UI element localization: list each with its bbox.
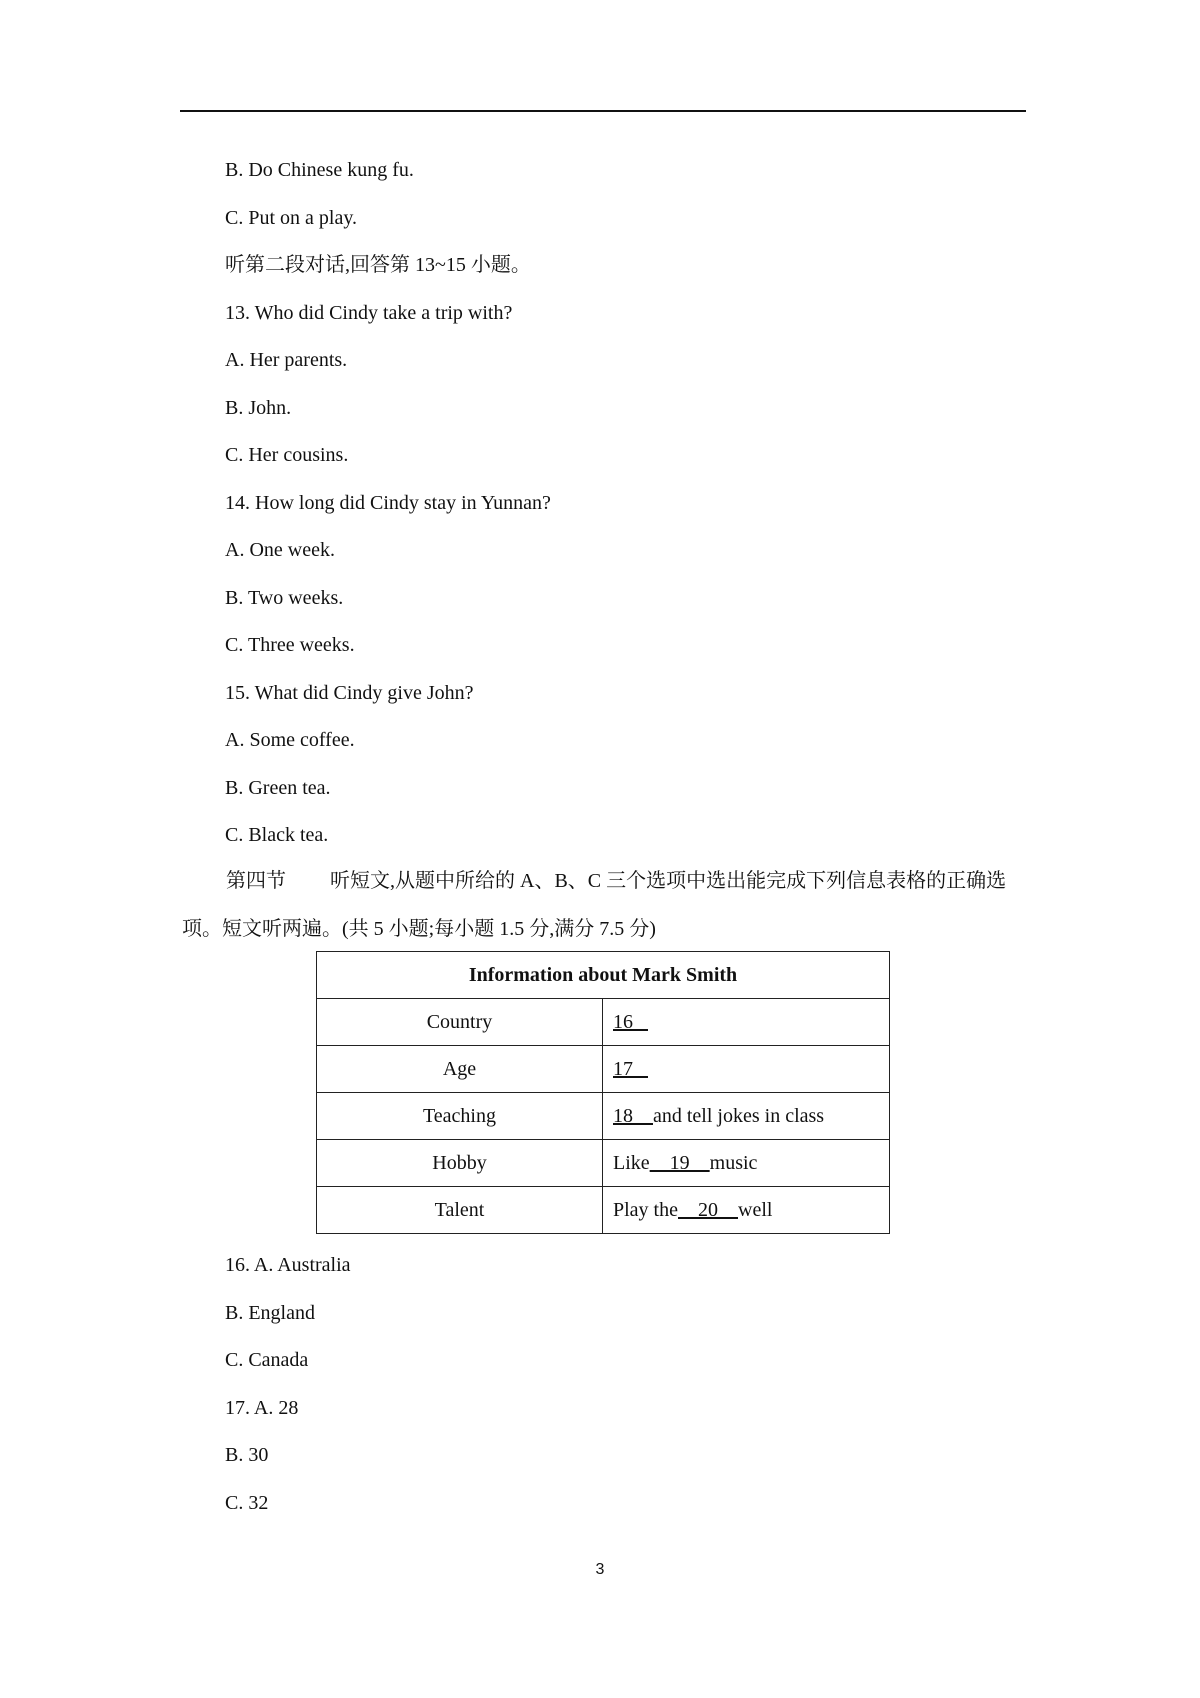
table-row: [317, 999, 890, 1046]
section-4-heading: 第四节: [226, 870, 286, 892]
option-17c: C. 32: [225, 1492, 269, 1514]
table-row: [317, 1093, 890, 1140]
page-number: 3: [595, 1561, 605, 1578]
row-label-country: Country: [317, 999, 603, 1046]
option-12c: C. Put on a play.: [225, 207, 358, 229]
blank-18: 18: [613, 1104, 653, 1127]
option-14c: C. Three weeks.: [225, 634, 355, 656]
header-rule: [180, 110, 1026, 112]
option-16a: 16. A. Australia: [225, 1254, 351, 1276]
option-14a: A. One week.: [225, 539, 335, 561]
table-title: Information about Mark Smith: [317, 952, 890, 999]
option-12b: B. Do Chinese kung fu.: [225, 159, 414, 181]
section-4-instruction: [182, 857, 1028, 953]
option-15a: A. Some coffee.: [225, 729, 355, 751]
question-13: 13. Who did Cindy take a trip with?: [225, 302, 513, 324]
option-16b: B. England: [225, 1302, 315, 1324]
row-label-age: Age: [317, 1046, 603, 1093]
option-15c: C. Black tea.: [225, 824, 329, 846]
row-value-age: [603, 1046, 890, 1093]
question-14: 14. How long did Cindy stay in Yunnan?: [225, 492, 551, 514]
blank-16: 16: [613, 1010, 648, 1033]
row-label-teaching: Teaching: [317, 1093, 603, 1140]
row-value-teaching: 18 and tell jokes in class: [603, 1093, 890, 1140]
table-row: [317, 1140, 890, 1187]
option-16c: C. Canada: [225, 1349, 309, 1371]
option-17b: B. 30: [225, 1444, 269, 1466]
option-14b: B. Two weeks.: [225, 587, 344, 609]
row-value-talent: Play the 20 well: [603, 1187, 890, 1234]
question-15: 15. What did Cindy give John?: [225, 682, 474, 704]
table-row: [317, 1187, 890, 1234]
row-value-hobby: Like 19 music: [603, 1140, 890, 1187]
table-row: [317, 1046, 890, 1093]
blank-17: 17: [613, 1057, 648, 1080]
row-label-talent: Talent: [317, 1187, 603, 1234]
row-value-country: [603, 999, 890, 1046]
option-13a: A. Her parents.: [225, 349, 348, 371]
dialogue-2-instruction: 听第二段对话,回答第 13~15 小题。: [225, 254, 531, 276]
blank-20: 20: [678, 1198, 738, 1221]
option-13b: B. John.: [225, 397, 292, 419]
option-17a: 17. A. 28: [225, 1397, 299, 1419]
option-13c: C. Her cousins.: [225, 444, 349, 466]
info-table: [316, 951, 890, 1234]
table-header-row: [317, 952, 890, 999]
blank-19: 19: [649, 1151, 710, 1174]
option-15b: B. Green tea.: [225, 777, 331, 799]
section-4-text: 听短文,从题中所给的 A、B、C 三个选项中选出能完成下列信息表格的正确选项。短文听两遍。(共 5 小题;每小题 1.5 分,满分 7.5 分): [182, 870, 1007, 940]
row-label-hobby: Hobby: [317, 1140, 603, 1187]
